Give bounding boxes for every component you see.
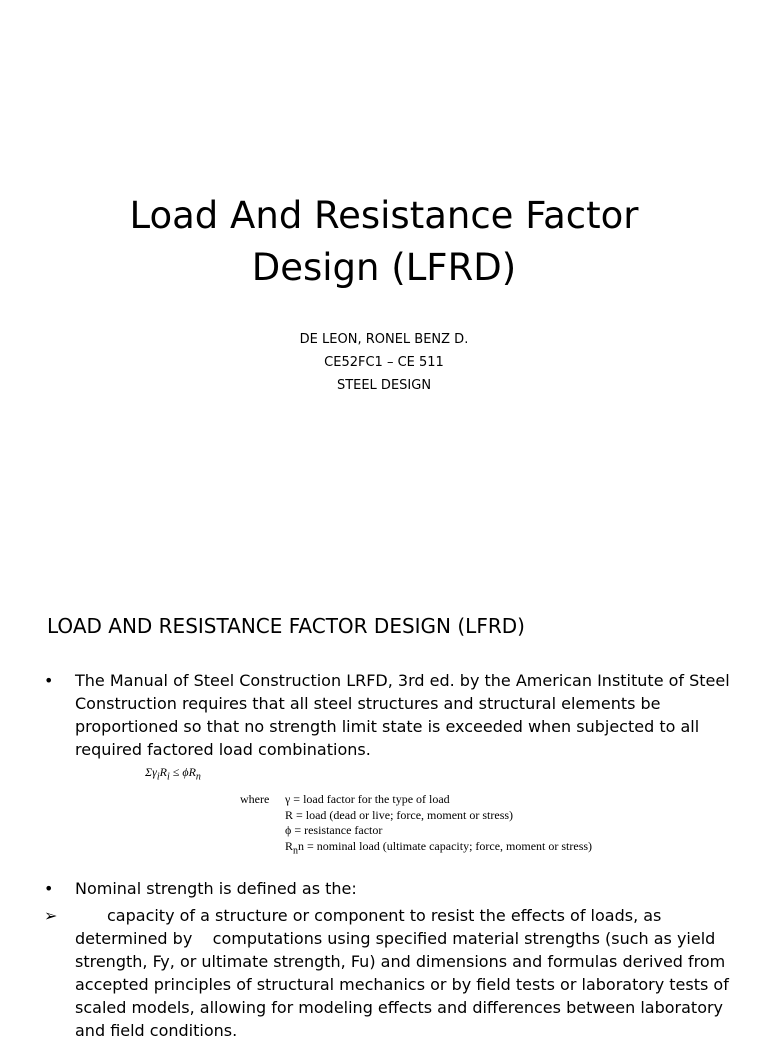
formula-equation: $\Sigma\gamma_iR_i \le \phi R_n$: [145, 765, 201, 783]
bullet-text: Nominal strength is defined as the:: [75, 879, 357, 898]
def-resistance-factor: ϕ = resistance factor: [285, 823, 383, 837]
slide-subtitle: [0, 328, 768, 397]
formula-where-label: where: [240, 792, 270, 806]
def-nominal-load: $R_nn$ = nominal load (ultimate capacity; force, moment or stress): [285, 838, 593, 856]
title-line-1: Load And Resistance Factor: [129, 194, 639, 237]
course-code: CE52FC1 – CE 511: [324, 355, 444, 370]
subject-name: STEEL DESIGN: [336, 378, 432, 393]
lrfd-formula: [145, 765, 625, 855]
content-slide: [0, 576, 768, 1040]
bullet-text: The Manual of Steel Construction LRFD, 3rd ed. by the American Institute of Steel Construction requires that all steel structures and structural elements be proportioned so that no strength limit state is exceeded when subjected to all required factored load combinations.: [75, 671, 730, 759]
title-line-2: Design (LFRD): [251, 246, 517, 289]
arrow-bullet-icon: ➢: [44, 906, 58, 925]
author-name: DE LEON, RONEL BENZ D.: [299, 332, 469, 347]
def-load: R = load (dead or live; force, moment or stress): [285, 807, 514, 822]
bullet-icon: •: [44, 671, 54, 690]
slide-title: [0, 190, 768, 294]
bullet-text: capacity of a structure or component to resist the effects of loads, as determined by computations using specified material strengths (such as yield strength, Fy, or ultimate strength, Fu) and dimensions and formulas derived from accepted principles of structural mechanics or by field tests or laboratory tests of scaled models, allowing for modeling effects and differences between laboratory and field conditions.: [75, 906, 729, 1040]
def-load-factor: γ = load factor for the type of load: [285, 792, 450, 806]
slide-heading: LOAD AND RESISTANCE FACTOR DESIGN (LFRD): [47, 614, 525, 638]
formula-definitions: [285, 792, 592, 858]
bullet-icon: •: [44, 879, 54, 898]
